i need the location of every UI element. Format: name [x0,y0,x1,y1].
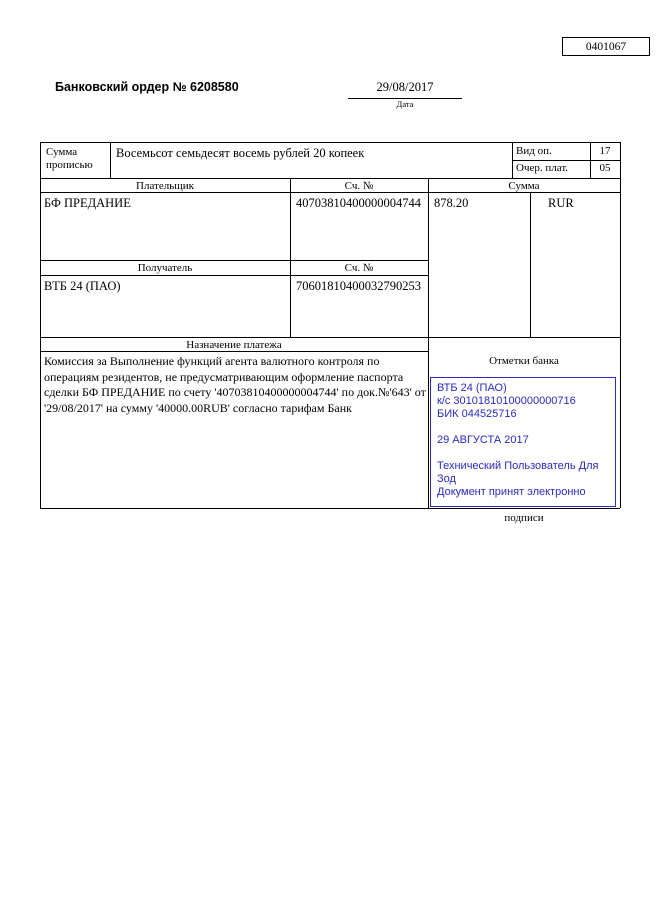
stamp-line: к/с 30101810100000000716 [437,395,576,407]
bank-marks-header: Отметки банка [489,355,559,367]
stamp-line: Документ принят электронно [437,486,586,498]
grid-line [620,142,621,508]
payer-name: БФ ПРЕДАНИЕ [44,196,131,210]
grid-line [40,508,620,509]
purpose-text: Комиссия за Выполнение функций агента валютного контроля по операциям резидентов, не предусматривающим оформление паспорта сделки БФ ПРЕДАНИЕ по счету '40703810400000004744' по док.№'643' от '29/08/2017' на сумму '40000.00RUB' согласно тарифам Банк [44,354,426,415]
grid-line [40,178,620,179]
signatures-label: подписи [504,512,544,524]
bank-stamp [430,377,616,507]
recipient-account-header: Сч. № [344,262,374,274]
grid-line [40,351,428,352]
purpose-header: Назначение платежа [186,339,282,351]
amount-words-label-line1: Сумма [46,146,78,158]
op-type-value: 17 [599,145,611,157]
grid-line [110,142,111,178]
amount-in-words: Восемьсот семьдесят восемь рублей 20 копеек [116,146,365,160]
op-type-label: Вид оп. [516,145,552,157]
grid-line [428,178,429,508]
payer-header: Плательщик [136,180,194,192]
grid-line [40,142,620,143]
priority-value: 05 [599,162,611,174]
grid-line [512,142,513,178]
stamp-line-spacer [437,447,609,460]
recipient-name: ВТБ 24 (ПАО) [44,279,121,293]
grid-line [40,337,620,338]
grid-line [40,260,428,261]
date-value: 29/08/2017 [348,80,462,99]
grid-line [530,192,531,337]
grid-line [512,160,620,161]
grid-line [40,275,428,276]
grid-line [290,178,291,337]
currency-code: RUR [548,196,574,210]
date-label: Дата [396,99,414,109]
sum-value: 878.20 [434,196,469,210]
recipient-header: Получатель [137,262,193,274]
form-code-box [562,37,650,56]
recipient-account: 70601810400032790253 [296,279,421,293]
document-title: Банковский ордер № 6208580 [55,80,239,94]
payer-account: 40703810400000004744 [296,196,421,210]
form-code: 0401067 [585,40,627,53]
sum-header: Сумма [508,180,540,192]
grid-line [40,142,41,508]
stamp-line-spacer [437,421,609,434]
payer-account-header: Сч. № [344,180,374,192]
stamp-line: ВТБ 24 (ПАО) [437,382,507,394]
priority-label: Очер. плат. [516,162,569,174]
grid-line [40,192,620,193]
stamp-line: 29 АВГУСТА 2017 [437,434,529,446]
stamp-line: Технический Пользователь Для Зод [437,460,599,485]
amount-words-label-line2: прописью [46,159,93,171]
stamp-line: БИК 044525716 [437,408,517,420]
